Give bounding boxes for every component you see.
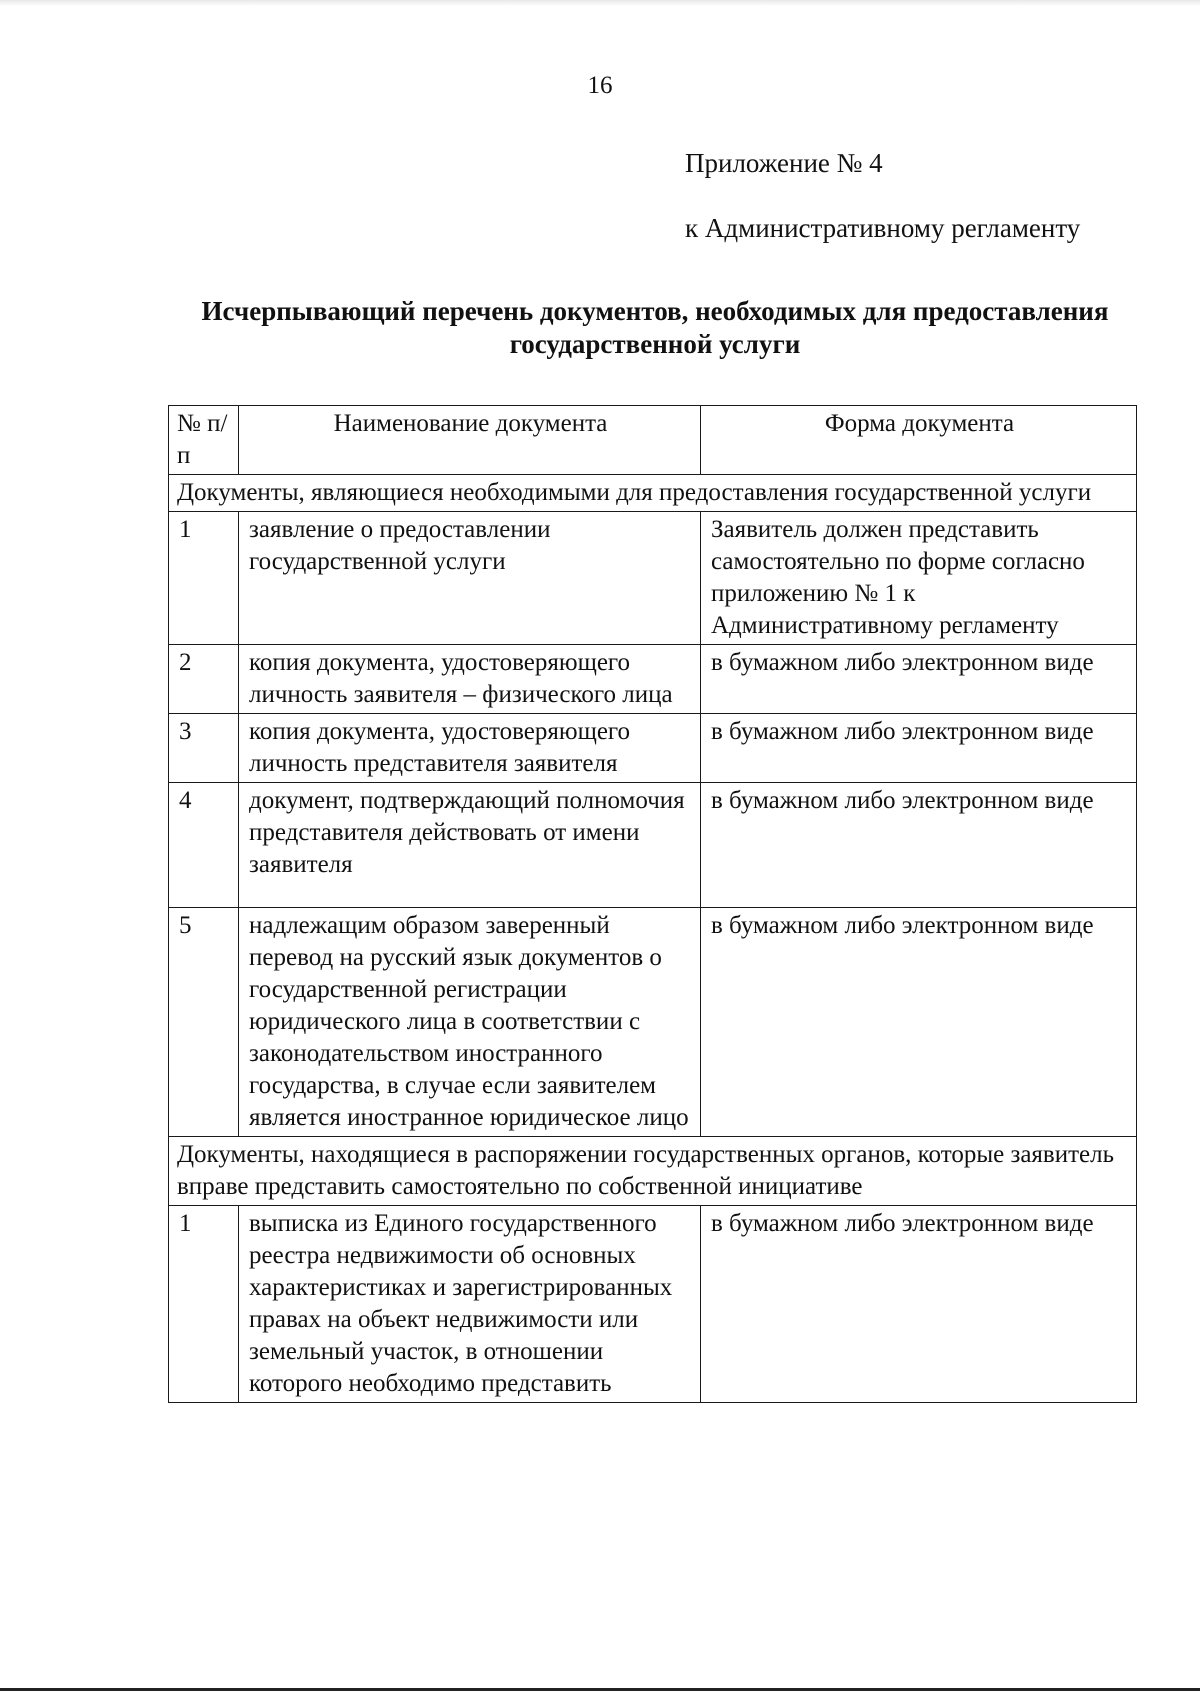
section-row <box>169 1137 1137 1206</box>
document-title: Исчерпывающий перечень документов, необходимых для предоставления государственной услуги <box>201 296 1109 359</box>
row-number: 5 <box>169 908 239 1137</box>
header-number: № п/п <box>169 406 239 475</box>
scan-bottom-line <box>0 1688 1200 1691</box>
row-number: 3 <box>169 714 239 783</box>
row-document-name: заявление о предоставлении государственной услуги <box>239 512 701 645</box>
table-row <box>169 908 1137 1137</box>
scan-top-edge <box>0 0 1200 6</box>
documents-table <box>168 405 1137 1403</box>
row-number: 2 <box>169 645 239 714</box>
section-title: Документы, являющиеся необходимыми для предоставления государственной услуги <box>169 475 1137 512</box>
table-row <box>169 645 1137 714</box>
row-number: 1 <box>169 1206 239 1403</box>
row-document-name: копия документа, удостоверяющего личность представителя заявителя <box>239 714 701 783</box>
table-row <box>169 783 1137 908</box>
row-document-form: в бумажном либо электронном виде <box>701 783 1137 908</box>
row-number: 1 <box>169 512 239 645</box>
section-title: Документы, находящиеся в распоряжении государственных органов, которые заявитель вправе представить самостоятельно по собственной инициативе <box>169 1137 1137 1206</box>
row-document-name: копия документа, удостоверяющего личность заявителя – физического лица <box>239 645 701 714</box>
row-document-name: выписка из Единого государственного реестра недвижимости об основных характеристиках и зарегистрированных правах на объект недвижимости или земельный участок, в отношении которого необходимо представить <box>239 1206 701 1403</box>
row-document-name: документ, подтверждающий полномочия представителя действовать от имени заявителя <box>239 783 701 908</box>
row-document-form: в бумажном либо электронном виде <box>701 1206 1137 1403</box>
table-header-row <box>169 406 1137 475</box>
row-document-form: Заявитель должен представить самостоятельно по форме согласно приложению № 1 к Административному регламенту <box>701 512 1137 645</box>
appendix-label: Приложение № 4 <box>685 148 883 178</box>
appendix-reference: к Административному регламенту <box>685 213 1081 243</box>
header-document-form: Форма документа <box>701 406 1137 475</box>
page-number: 16 <box>587 72 613 99</box>
table-row <box>169 1206 1137 1403</box>
row-document-form: в бумажном либо электронном виде <box>701 645 1137 714</box>
row-document-form: в бумажном либо электронном виде <box>701 908 1137 1137</box>
table-row <box>169 512 1137 645</box>
section-row <box>169 475 1137 512</box>
row-document-form: в бумажном либо электронном виде <box>701 714 1137 783</box>
row-document-name: надлежащим образом заверенный перевод на русский язык документов о государственной регистрации юридического лица в соответствии с законодательством иностранного государства, в случае если заявителем является иностранное юридическое лицо <box>239 908 701 1137</box>
header-document-name: Наименование документа <box>239 406 701 475</box>
row-number: 4 <box>169 783 239 908</box>
table-row <box>169 714 1137 783</box>
